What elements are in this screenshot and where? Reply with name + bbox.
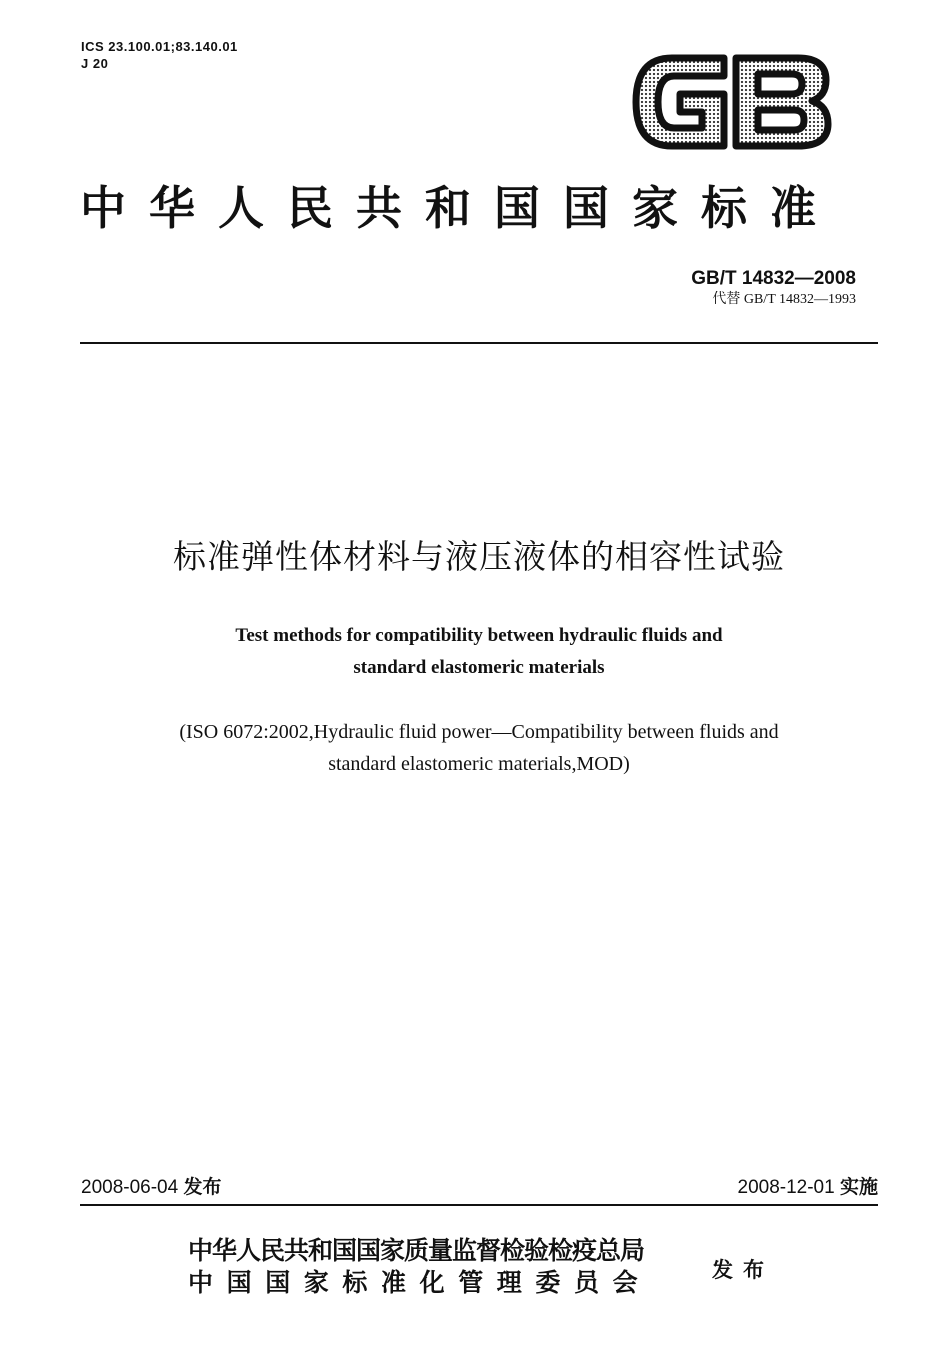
classification-codes [81,38,238,72]
english-title [80,620,878,684]
implementation-date [738,1176,879,1200]
publish-label: 发布 [712,1257,774,1282]
ics-code: ICS 23.100.01;83.140.01 [81,39,238,54]
header-divider [80,342,878,344]
issue-date-value: 2008-06-04 [81,1177,179,1198]
issue-label: 发布 [183,1177,222,1198]
chinese-title: 标准弹性体材料与液压液体的相容性试验 [173,537,785,576]
ccs-code: J 20 [81,56,109,71]
issuer-aqsiq: 中华人民共和国国家质量监督检验检疫总局 [188,1236,645,1265]
issue-date [81,1176,222,1200]
footer-divider [80,1204,878,1206]
iso-reference-line-2: standard elastomeric materials,MOD) [328,753,630,775]
iso-reference-line-1: (ISO 6072:2002,Hydraulic fluid power—Compatibility between fluids and [179,721,779,743]
iso-reference [80,716,878,780]
implementation-label: 实施 [839,1177,878,1198]
english-title-line-1: Test methods for compatibility between hydraulic fluids and [235,625,723,646]
issuer-sac: 中国国家标准化管理委员会 [188,1268,652,1297]
standard-number: GB/T 14832—2008 [691,268,856,289]
english-title-line-2: standard elastomeric materials [353,657,605,678]
gb-logo [632,52,832,152]
national-standard-title: 中华人民共和国国家标准 [80,181,839,235]
replaced-standard: 代替 GB/T 14832—1993 [712,292,856,307]
implementation-date-value: 2008-12-01 [737,1177,835,1198]
